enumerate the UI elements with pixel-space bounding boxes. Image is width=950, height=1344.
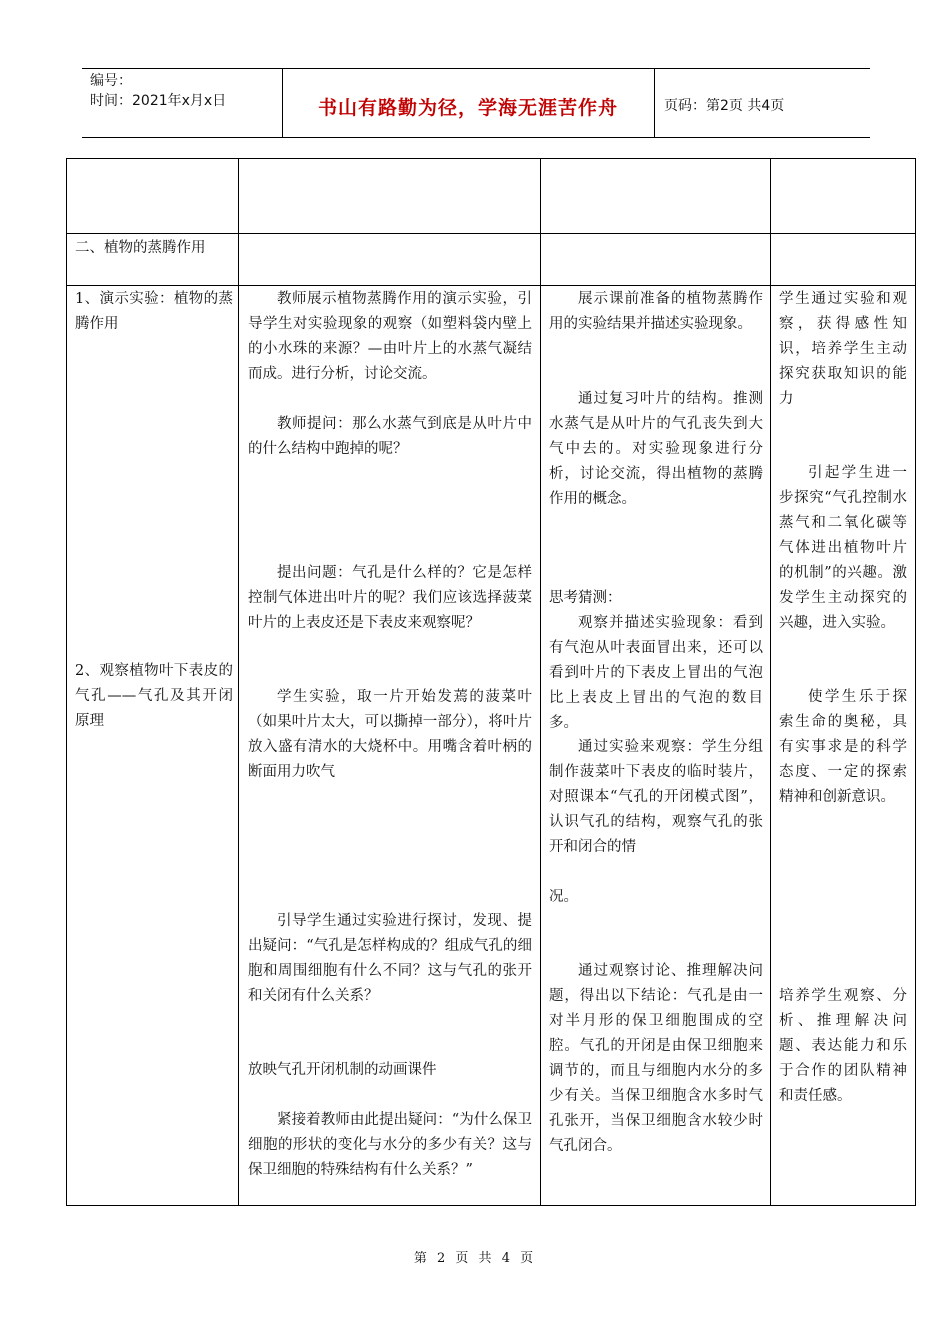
- page-info: 页码：第2页 共4页: [664, 98, 785, 114]
- raise-question-text: 提出问题：气孔是什么样的？它是怎样控制气体进出叶片的呢？我们应该选择菠菜叶片的上表皮还是下表皮来观察呢？: [248, 565, 532, 631]
- section-title: 二、植物的蒸腾作用: [75, 240, 206, 256]
- table-row-divider: [67, 285, 915, 286]
- intent-3-text: 使学生乐于探索生命的奥秘，具有实事求是的科学态度、一定的探索精神和创新意识。: [779, 689, 907, 805]
- follow-up-question-text: 紧接着教师由此提出疑问：“为什么保卫细胞的形状的变化与水分的多少有关？这与保卫细胞的特殊结构有什么关系？”: [248, 1112, 532, 1178]
- page-footer: 第 2 页 共 4 页: [413, 1251, 537, 1266]
- think-guess-label: 思考猜测：: [549, 590, 622, 606]
- table-row-divider: [67, 233, 915, 234]
- student-experiment-text: 学生实验，取一片开始发蔫的菠菜叶（如果叶片太大，可以撕掉一部分），将叶片放入盛有清水的大烧杯中。用嘴含着叶柄的断面用力吹气: [248, 689, 532, 780]
- conclusion-text: 通过观察讨论、推理解决问题，得出以下结论：气孔是由一对半月形的保卫细胞围成的空腔。气孔的开闭是由保卫细胞来调节的，而且与细胞内水分的多少有关。当保卫细胞含水多时气孔张开，当保卫细胞含水较少时气孔闭合。: [549, 963, 763, 1154]
- doc-date-label: 时间：2021年x月x日: [90, 93, 227, 109]
- animation-text: 放映气孔开闭机制的动画课件: [248, 1062, 437, 1078]
- step-1-label: 1、演示实验：植物的蒸腾作用: [75, 291, 233, 332]
- intent-2-text: 引起学生进一步探究“气孔控制水蒸气和二氧化碳等气体进出植物叶片的机制”的兴趣。激发学生主动探究的兴趣，进入实验。: [779, 465, 907, 631]
- experiment-observe-text: 通过实验来观察：学生分组制作菠菜叶下表皮的临时装片，对照课本“气孔的开闭模式图”，认识气孔的结构，观察气孔的张开和闭合的情: [549, 739, 763, 855]
- motto-text: 书山有路勤为径，学海无涯苦作舟: [317, 97, 618, 119]
- teacher-demo-text: 教师展示植物蒸腾作用的演示实验，引导学生对实验现象的观察（如塑料袋内壁上的小水珠的来源？—由叶片上的水蒸气凝结而成。进行分析，讨论交流。: [248, 291, 532, 382]
- intent-4-text: 培养学生观察、分析、推理解决问题、表达能力和乐于合作的团队精神和责任感。: [779, 988, 907, 1104]
- experiment-observe-text-end: 况。: [549, 889, 578, 905]
- header-meta-cell: [82, 69, 283, 137]
- table-col-divider: [770, 159, 771, 1205]
- page-header: [82, 68, 870, 138]
- student-show-text: 展示课前准备的植物蒸腾作用的实验结果并描述实验现象。: [549, 291, 763, 332]
- header-page-cell: [654, 69, 870, 137]
- header-motto-cell: [282, 69, 655, 137]
- doc-number-label: 编号：: [90, 73, 132, 89]
- student-review-text: 通过复习叶片的结构。推测水蒸气是从叶片的气孔丧失到大气中去的。对实验现象进行分析，讨论交流，得出植物的蒸腾作用的概念。: [549, 391, 763, 507]
- guide-inquiry-text: 引导学生通过实验进行探讨，发现、提出疑问：“气孔是怎样构成的？组成气孔的细胞和周围细胞有什么不同？这与气孔的张开和关闭有什么关系？: [248, 913, 532, 1004]
- step-2-label: 2、观察植物叶下表皮的气孔——气孔及其开闭原理: [75, 663, 233, 729]
- observe-describe-text: 观察并描述实验现象：看到有气泡从叶表面冒出来，还可以看到叶片的下表皮上冒出的气泡比上表皮上冒出的气泡的数目多。: [549, 615, 763, 731]
- intent-1-text: 学生通过实验和观察，获得感性知识，培养学生主动探究获取知识的能力: [779, 291, 907, 407]
- teacher-question-text: 教师提问：那么水蒸气到底是从叶片中的什么结构中跑掉的呢？: [248, 416, 532, 457]
- table-col-divider: [540, 159, 541, 1205]
- table-col-divider: [238, 159, 239, 1205]
